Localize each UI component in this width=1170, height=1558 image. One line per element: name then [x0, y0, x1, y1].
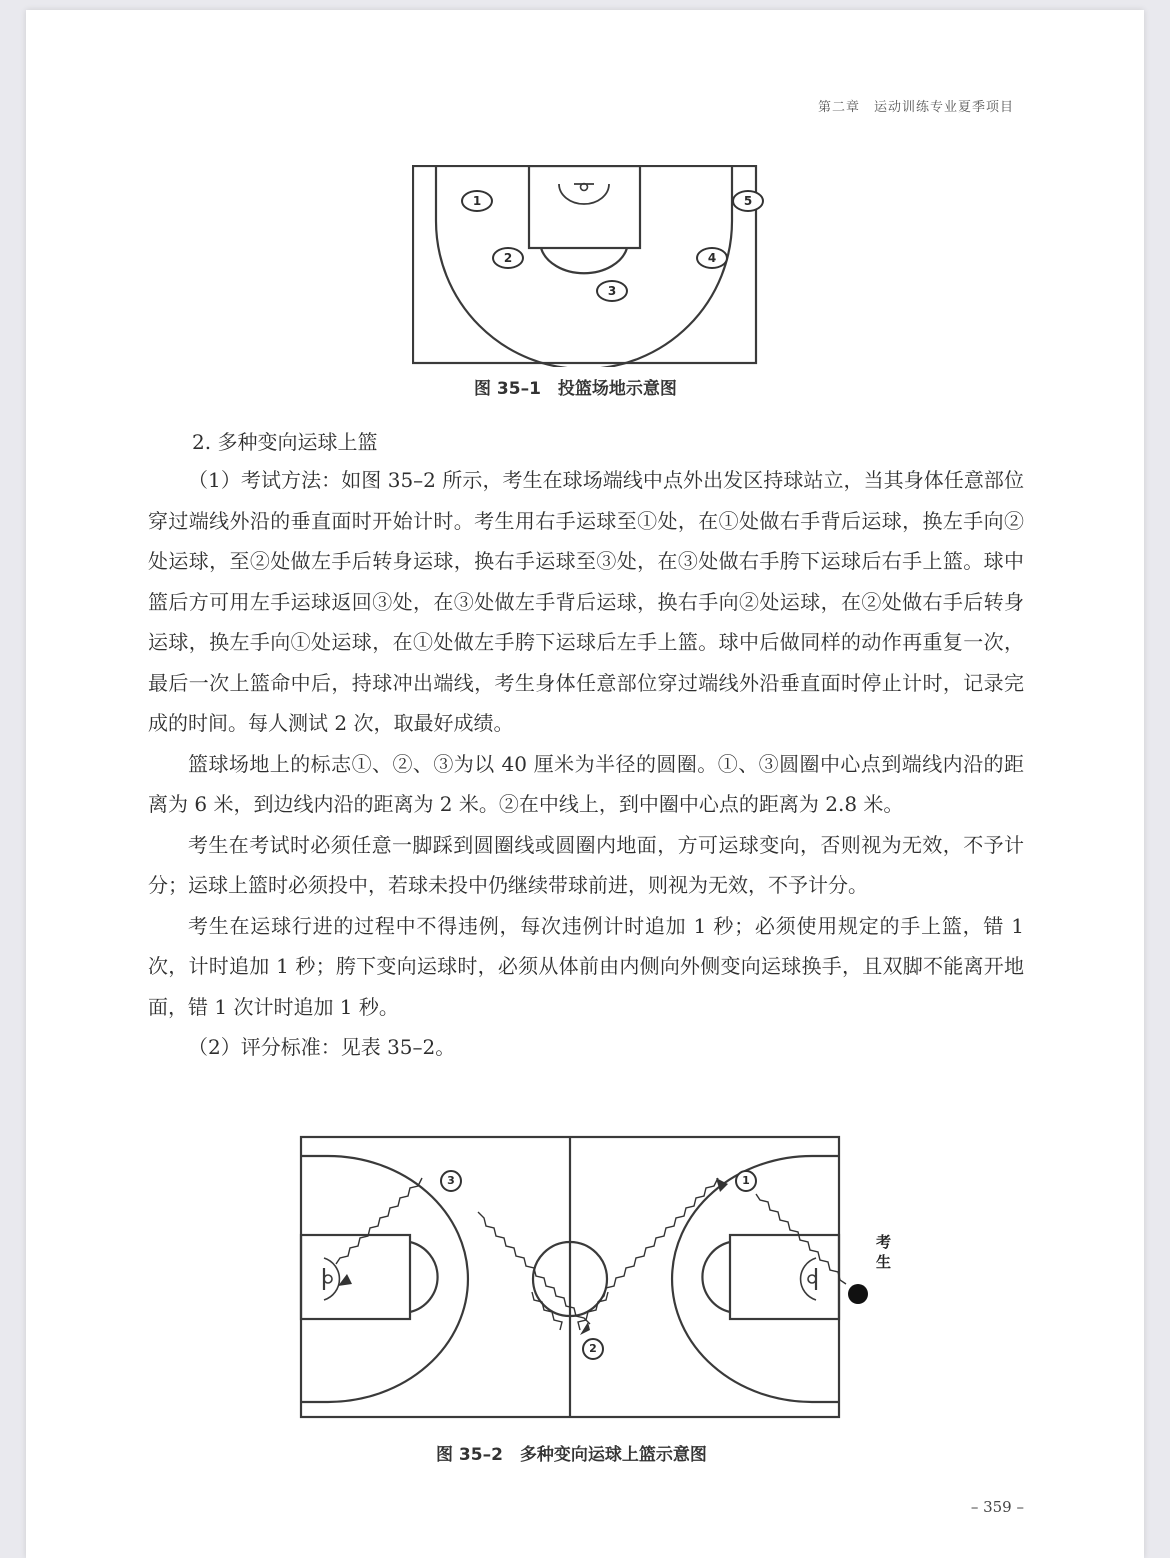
examinee-label: 考生 — [876, 1233, 892, 1271]
page-number: – 359 – — [970, 1498, 1024, 1516]
figure2-caption: 图 35–2 多种变向运球上篮示意图 — [436, 1445, 707, 1465]
fig1-marker-5 — [732, 190, 764, 212]
right-three-point-arc — [672, 1156, 839, 1402]
running-head: 第二章 运动训练专业夏季项目 — [817, 100, 1014, 115]
fig2-marker-3 — [440, 1170, 462, 1192]
section-heading: 2. 多种变向运球上篮 — [192, 430, 378, 454]
paragraph-scoring: （2）评分标准：见表 35–2。 — [188, 1035, 456, 1059]
examinee-dot — [848, 1284, 868, 1304]
route-2-to-3 — [478, 1212, 590, 1324]
left-free-throw-arc — [410, 1242, 438, 1312]
fig1-marker-2 — [492, 247, 524, 269]
marker-label: 3 — [607, 284, 617, 298]
fig2-marker-1 — [735, 1170, 757, 1192]
paragraph-rules: 考生在考试时必须任意一脚踩到圆圈线或圆圈内地面，方可运球变向，否则视为无效，不予计分；运球上篮时必须投中，若球未投中仍继续带球前进，则视为无效，不予计分。 — [148, 832, 1024, 897]
route-return-left — [532, 1292, 562, 1330]
right-lane — [730, 1235, 839, 1319]
marker-label: 1 — [472, 194, 482, 208]
fig1-marker-3 — [596, 280, 628, 302]
route-return-right — [578, 1292, 608, 1330]
free-throw-arc — [541, 248, 627, 273]
document-page — [26, 10, 1144, 1558]
marker-label: 5 — [743, 194, 753, 208]
figure1-caption: 图 35–1 投篮场地示意图 — [474, 379, 677, 399]
marker-label: 1 — [742, 1174, 750, 1187]
marker-label: 4 — [707, 251, 717, 265]
right-free-throw-arc — [702, 1242, 730, 1312]
marker-label: 2 — [503, 251, 513, 265]
figure-dribble-course — [298, 1134, 898, 1424]
route-1-to-2 — [598, 1178, 718, 1302]
fig1-marker-4 — [696, 247, 728, 269]
free-throw-lane — [529, 166, 640, 248]
paragraph-violations: 考生在运球行进的过程中不得违例，每次违例计时追加 1 秒；必须使用规定的手上篮，错 1 次，计时追加 1 秒；胯下变向运球时，必须从体前由内侧向外侧变向运球换手，且双脚不能离开地面，错 1 次计时追加 1 秒。 — [148, 913, 1024, 1019]
left-hoop — [324, 1275, 332, 1283]
fig2-marker-2 — [582, 1338, 604, 1360]
marker-label: 2 — [589, 1342, 597, 1355]
paragraph-exam-method: （1）考试方法：如图 35–2 所示，考生在球场端线中点外出发区持球站立，当其身体任意部位穿过端线外沿的垂直面时开始计时。考生用右手运球至①处，在①处做右手背后运球，换左手向②处运球，至②处做左手后转身运球，换右手运球至③处，在③处做右手胯下运球后右手上篮。球中篮后方可用左手运球返回③处，在③处做左手背后运球，换右手向②处运球，在②处做右手后转身运球，换左手向①处运球，在①处做左手胯下运球后左手上篮。球中后做同样的动作再重复一次，最后一次上篮命中后，持球冲出端线，考生身体任意部位穿过端线外沿垂直面时停止计时，记录完成的时间。每人测试 2 次，取最好成绩。 — [148, 468, 1024, 735]
full-court-diagram — [298, 1134, 898, 1424]
left-three-point-arc — [301, 1156, 468, 1402]
figure-shooting-court — [412, 165, 758, 367]
route-arrowheads — [338, 1178, 728, 1335]
fig1-marker-1 — [461, 190, 493, 212]
body-text — [148, 460, 1024, 1068]
left-lane — [301, 1235, 410, 1319]
dribble-route — [336, 1178, 846, 1330]
right-hoop — [808, 1275, 816, 1283]
paragraph-markers: 篮球场地上的标志①、②、③为以 40 厘米为半径的圆圈。①、③圆圈中心点到端线内沿的距离为 6 米，到边线内沿的距离为 2 米。②在中线上，到中圈中心点的距离为 2.8 米。 — [148, 751, 1024, 816]
route-start-to-1 — [756, 1194, 846, 1284]
restricted-arc — [559, 184, 609, 204]
marker-label: 3 — [447, 1174, 455, 1187]
